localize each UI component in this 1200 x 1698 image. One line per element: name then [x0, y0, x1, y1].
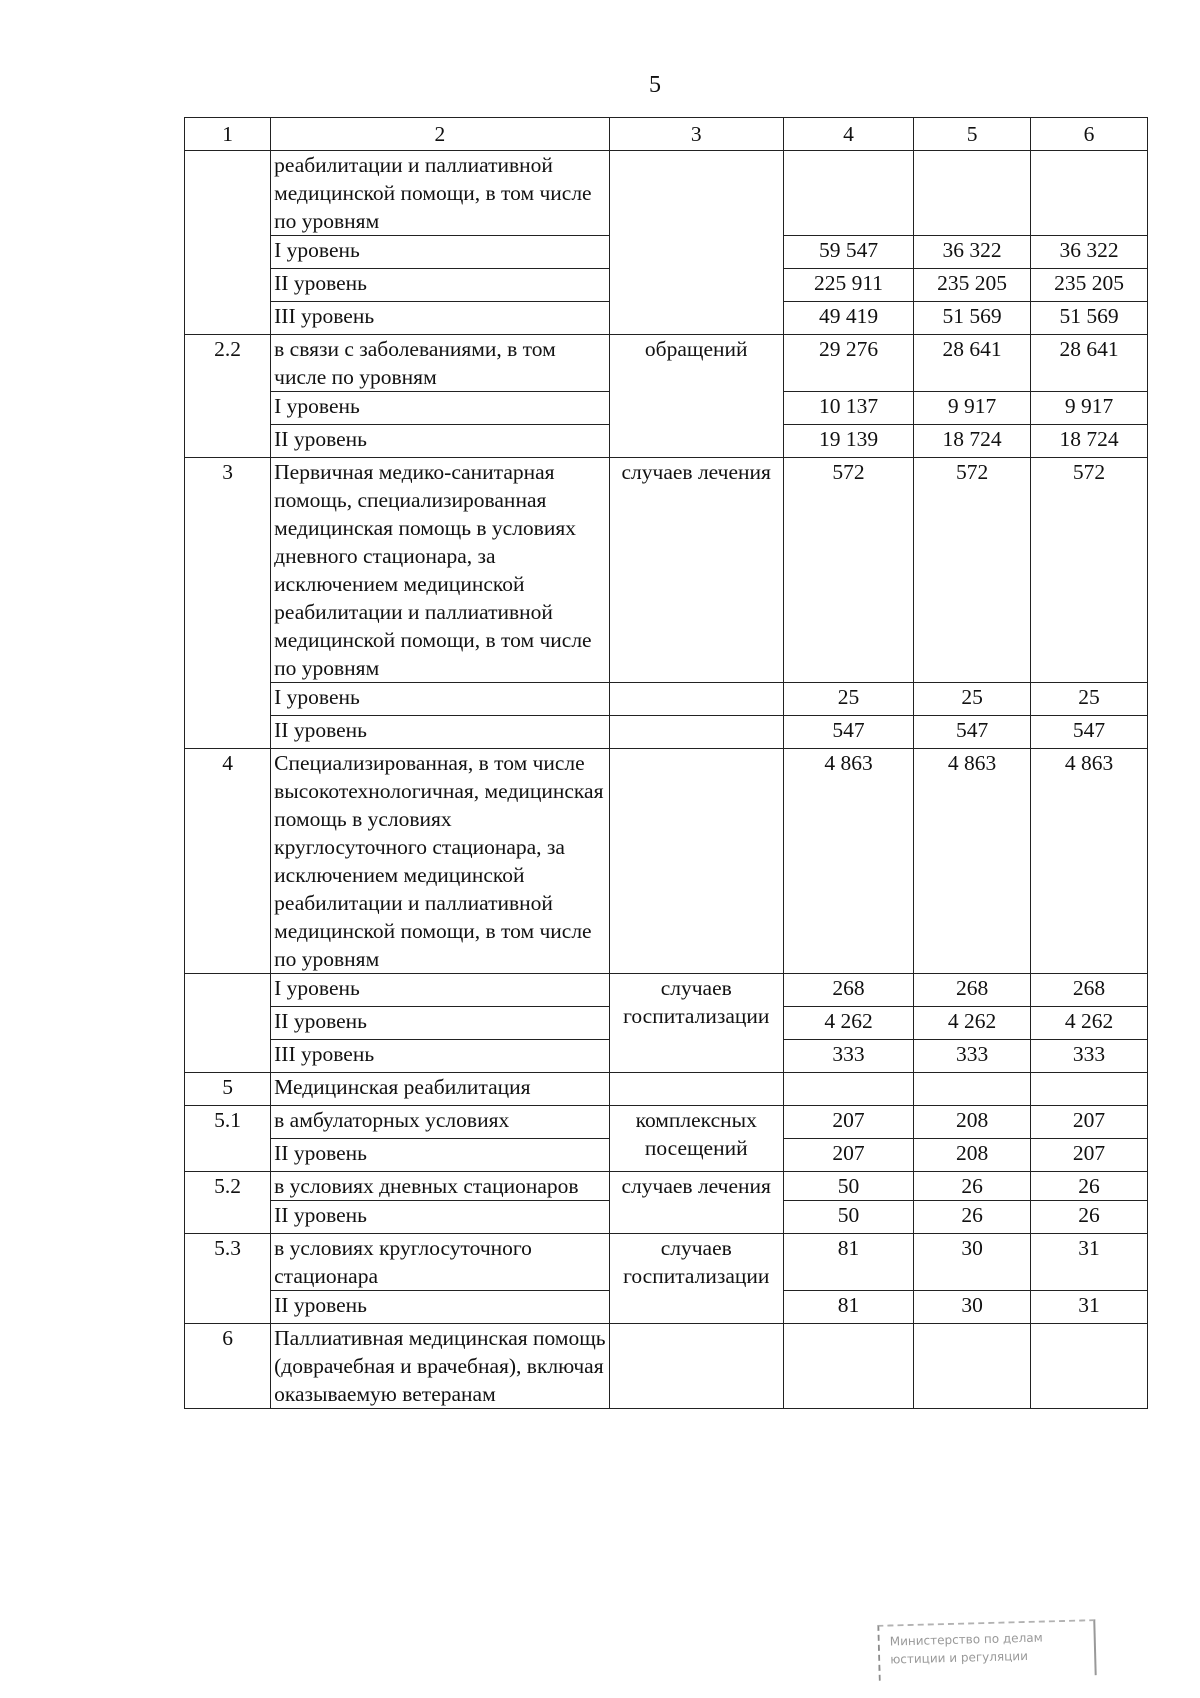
row-value-5: 36 322 — [914, 236, 1031, 269]
table-row — [185, 1234, 1148, 1291]
row-value-4 — [783, 1073, 913, 1106]
row-value-6: 268 — [1031, 974, 1148, 1007]
row-number: 5 — [185, 1073, 271, 1106]
row-value-6: 36 322 — [1031, 236, 1148, 269]
row-number: 6 — [185, 1324, 271, 1409]
row-value-4: 4 262 — [783, 1007, 913, 1040]
row-value-5: 25 — [914, 683, 1031, 716]
row-value-6: 28 641 — [1031, 335, 1148, 392]
row-value-6: 572 — [1031, 458, 1148, 683]
row-value-4 — [783, 151, 913, 236]
row-value-4: 50 — [783, 1172, 913, 1201]
row-value-6: 547 — [1031, 716, 1148, 749]
row-value-6: 51 569 — [1031, 302, 1148, 335]
row-value-5: 26 — [914, 1172, 1031, 1201]
header-col-4: 4 — [783, 118, 913, 151]
row-value-4 — [783, 1324, 913, 1409]
row-value-5: 547 — [914, 716, 1031, 749]
row-value-4: 81 — [783, 1291, 913, 1324]
row-number: 5.1 — [185, 1106, 271, 1172]
row-name: в условиях дневных стационаров — [271, 1172, 609, 1201]
row-unit — [609, 749, 783, 974]
row-value-5: 572 — [914, 458, 1031, 683]
row-value-4: 49 419 — [783, 302, 913, 335]
row-value-4: 19 139 — [783, 425, 913, 458]
row-name: III уровень — [271, 302, 609, 335]
row-name: Специализированная, в том числе высокотехнологичная, медицинская помощь в условиях круглосуточного стационара, за исключением медицинской реабилитации и паллиативной медицинской помощи, в том числе по уровням — [271, 749, 609, 974]
row-value-4: 59 547 — [783, 236, 913, 269]
row-value-5: 235 205 — [914, 269, 1031, 302]
table-row — [185, 335, 1148, 392]
row-value-6: 9 917 — [1031, 392, 1148, 425]
table-header-row — [185, 118, 1148, 151]
row-value-5: 30 — [914, 1291, 1031, 1324]
row-value-4: 81 — [783, 1234, 913, 1291]
row-value-4: 547 — [783, 716, 913, 749]
row-value-5: 9 917 — [914, 392, 1031, 425]
row-number: 5.2 — [185, 1172, 271, 1234]
table-row — [185, 458, 1148, 683]
row-value-5: 18 724 — [914, 425, 1031, 458]
row-value-5: 26 — [914, 1201, 1031, 1234]
row-unit — [609, 151, 783, 335]
header-col-3: 3 — [609, 118, 783, 151]
row-value-6: 207 — [1031, 1106, 1148, 1139]
row-name: II уровень — [271, 269, 609, 302]
row-unit: случаев госпитализации — [609, 1234, 783, 1324]
row-name: Паллиативная медицинская помощь (доврачебная и врачебная), включая оказываемую ветеранам — [271, 1324, 609, 1409]
row-value-5: 208 — [914, 1106, 1031, 1139]
table-row — [185, 974, 1148, 1007]
row-value-4: 225 911 — [783, 269, 913, 302]
row-value-6: 31 — [1031, 1291, 1148, 1324]
row-name: I уровень — [271, 974, 609, 1007]
row-value-6 — [1031, 1324, 1148, 1409]
row-name: II уровень — [271, 716, 609, 749]
header-col-2: 2 — [271, 118, 609, 151]
row-value-4: 25 — [783, 683, 913, 716]
row-value-5: 208 — [914, 1139, 1031, 1172]
row-name: Медицинская реабилитация — [271, 1073, 609, 1106]
row-value-4: 4 863 — [783, 749, 913, 974]
row-unit — [609, 716, 783, 749]
header-col-1: 1 — [185, 118, 271, 151]
row-value-5: 268 — [914, 974, 1031, 1007]
row-name: в связи с заболеваниями, в том числе по уровням — [271, 335, 609, 392]
row-number: 3 — [185, 458, 271, 749]
table-row — [185, 1073, 1148, 1106]
row-value-4: 50 — [783, 1201, 913, 1234]
stamp-line-2: юстиции и регуляции — [890, 1648, 1029, 1667]
row-value-5: 4 262 — [914, 1007, 1031, 1040]
table-row — [185, 151, 1148, 236]
row-unit — [609, 1324, 783, 1409]
row-value-6: 25 — [1031, 683, 1148, 716]
row-unit — [609, 683, 783, 716]
row-name: III уровень — [271, 1040, 609, 1073]
row-value-4: 10 137 — [783, 392, 913, 425]
row-value-6: 18 724 — [1031, 425, 1148, 458]
row-name: в амбулаторных условиях — [271, 1106, 609, 1139]
row-name: реабилитации и паллиативной медицинской помощи, в том числе по уровням — [271, 151, 609, 236]
row-value-5 — [914, 1324, 1031, 1409]
row-value-6 — [1031, 1073, 1148, 1106]
row-value-4: 207 — [783, 1106, 913, 1139]
header-col-5: 5 — [914, 118, 1031, 151]
row-value-6: 4 262 — [1031, 1007, 1148, 1040]
table-row — [185, 749, 1148, 974]
row-value-4: 29 276 — [783, 335, 913, 392]
data-table — [184, 117, 1148, 1409]
header-col-6: 6 — [1031, 118, 1148, 151]
row-value-6: 31 — [1031, 1234, 1148, 1291]
row-value-6: 26 — [1031, 1201, 1148, 1234]
row-value-4: 268 — [783, 974, 913, 1007]
row-name: Первичная медико-санитарная помощь, специализированная медицинская помощь в условиях дневного стационара, за исключением медицинской реабилитации и паллиативной медицинской помощи, в том числе по уровням — [271, 458, 609, 683]
row-value-5: 4 863 — [914, 749, 1031, 974]
table-row — [185, 716, 1148, 749]
row-number: 4 — [185, 749, 271, 974]
row-unit: комплексных посещений — [609, 1106, 783, 1172]
row-unit: случаев лечения — [609, 1172, 783, 1234]
row-name: II уровень — [271, 1007, 609, 1040]
row-value-5 — [914, 151, 1031, 236]
row-number — [185, 974, 271, 1073]
row-value-5: 30 — [914, 1234, 1031, 1291]
row-value-6: 26 — [1031, 1172, 1148, 1201]
row-unit: обращений — [609, 335, 783, 458]
row-name: I уровень — [271, 683, 609, 716]
row-unit: случаев госпитализации — [609, 974, 783, 1073]
row-value-5: 51 569 — [914, 302, 1031, 335]
row-value-6: 207 — [1031, 1139, 1148, 1172]
row-value-6: 333 — [1031, 1040, 1148, 1073]
row-name: I уровень — [271, 236, 609, 269]
registration-stamp — [877, 1619, 1096, 1681]
row-name: в условиях круглосуточного стационара — [271, 1234, 609, 1291]
row-value-6: 4 863 — [1031, 749, 1148, 974]
row-unit: случаев лечения — [609, 458, 783, 683]
row-number: 5.3 — [185, 1234, 271, 1324]
row-value-4: 333 — [783, 1040, 913, 1073]
page-number: 5 — [649, 72, 661, 98]
row-name: II уровень — [271, 1201, 609, 1234]
row-name: II уровень — [271, 425, 609, 458]
row-value-5: 28 641 — [914, 335, 1031, 392]
row-name: I уровень — [271, 392, 609, 425]
row-value-5 — [914, 1073, 1031, 1106]
row-value-6: 235 205 — [1031, 269, 1148, 302]
table-row — [185, 1172, 1148, 1201]
row-name: II уровень — [271, 1291, 609, 1324]
row-name: II уровень — [271, 1139, 609, 1172]
row-number: 2.2 — [185, 335, 271, 458]
table-row — [185, 1324, 1148, 1409]
row-number — [185, 151, 271, 335]
stamp-line-1: Министерство по делам — [889, 1630, 1043, 1649]
row-unit — [609, 1073, 783, 1106]
row-value-4: 572 — [783, 458, 913, 683]
row-value-5: 333 — [914, 1040, 1031, 1073]
row-value-4: 207 — [783, 1139, 913, 1172]
table-row — [185, 683, 1148, 716]
row-value-6 — [1031, 151, 1148, 236]
table-row — [185, 1106, 1148, 1139]
